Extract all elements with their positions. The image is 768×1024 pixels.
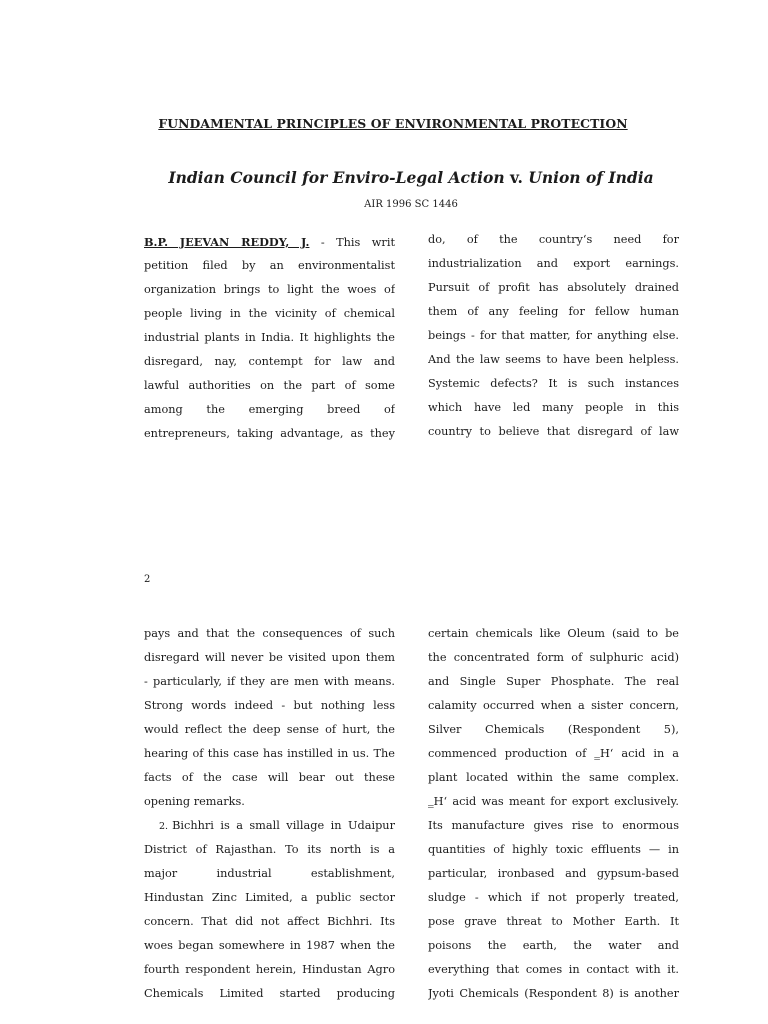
text-line: country to believe that disregard of law — [428, 425, 679, 438]
text-line: petition filed by an environmentalist — [144, 259, 395, 272]
text-line: beings - for that matter, for anything else. — [428, 329, 679, 342]
judge-name: B.P. JEEVAN REDDY, J. — [144, 235, 310, 249]
page-number: 2 — [144, 574, 151, 585]
text-line: among the emerging breed of — [144, 403, 395, 416]
text-line: District of Rajasthan. To its north is a — [144, 843, 395, 856]
text-line: them of any feeling for fellow human — [428, 305, 679, 318]
text-line: Jyoti Chemicals (Respondent 8) is another — [428, 987, 679, 1000]
page2-left-column — [144, 622, 395, 1006]
case-versus: v. — [510, 168, 523, 187]
text-line: Pursuit of profit has absolutely drained — [428, 281, 679, 294]
text-line: poisons the earth, the water and — [428, 939, 679, 952]
case-party-respondent: Union of India — [528, 168, 654, 187]
text-line: Its manufacture gives rise to enormous — [428, 819, 679, 832]
text-line: facts of the case will bear out these — [144, 771, 395, 784]
text-line: organization brings to light the woes of — [144, 283, 395, 296]
text-line: Silver Chemicals (Respondent 5), — [428, 723, 679, 736]
text-line: plant located within the same complex. — [428, 771, 679, 784]
text-line: particular, ironbased and gypsum-based — [428, 867, 679, 880]
text-line: Strong words indeed - but nothing less — [144, 699, 395, 712]
page1-left-column — [144, 230, 395, 446]
text-line: would reflect the deep sense of hurt, the — [144, 723, 395, 736]
text-line: people living in the vicinity of chemical — [144, 307, 395, 320]
text-line: hearing of this case has instilled in us. The — [144, 747, 395, 760]
text-line-fragment: - This writ — [309, 236, 395, 249]
text-line: commenced production of ‗H‘ acid in a — [428, 747, 679, 760]
text-line: Hindustan Zinc Limited, a public sector — [144, 891, 395, 904]
text-line: lawful authorities on the part of some — [144, 379, 395, 392]
text-line: Chemicals Limited started producing — [144, 987, 395, 1000]
text-line-fragment: Bichhri is a small village in Udaipur — [172, 819, 395, 832]
text-line: pays and that the consequences of such — [144, 627, 395, 640]
text-line: ‗H‘ acid was meant for export exclusively. — [428, 795, 679, 808]
text-line: - particularly, if they are men with means. — [144, 675, 395, 688]
page-heading: FUNDAMENTAL PRINCIPLES OF ENVIRONMENTAL PROTECTION — [158, 116, 628, 131]
text-line: do, of the country‘s need for — [428, 233, 679, 246]
text-line — [144, 814, 395, 838]
text-line: calamity occurred when a sister concern, — [428, 699, 679, 712]
text-line: which have led many people in this — [428, 401, 679, 414]
text-line — [144, 230, 395, 254]
text-line: concern. That did not affect Bichhri. Its — [144, 915, 395, 928]
text-line: major industrial establishment, — [144, 867, 395, 880]
paragraph-number: 2. — [159, 821, 169, 832]
text-line: the concentrated form of sulphuric acid) — [428, 651, 679, 664]
text-line: woes began somewhere in 1987 when the — [144, 939, 395, 952]
page1-right-column — [428, 228, 679, 444]
text-line: pose grave threat to Mother Earth. It — [428, 915, 679, 928]
text-line: disregard, nay, contempt for law and — [144, 355, 395, 368]
text-line: everything that comes in contact with it. — [428, 963, 679, 976]
text-line: fourth respondent herein, Hindustan Agro — [144, 963, 395, 976]
text-line: industrialization and export earnings. — [428, 257, 679, 270]
text-line: opening remarks. — [144, 795, 245, 808]
case-citation: AIR 1996 SC 1446 — [364, 199, 458, 210]
page2-right-column — [428, 622, 679, 1006]
text-line: disregard will never be visited upon them — [144, 651, 395, 664]
text-line: Systemic defects? It is such instances — [428, 377, 679, 390]
text-line: And the law seems to have been helpless. — [428, 353, 679, 366]
text-line: and Single Super Phosphate. The real — [428, 675, 679, 688]
text-line: industrial plants in India. It highlights the — [144, 331, 395, 344]
case-party-petitioner: Indian Council for Enviro-Legal Action — [168, 168, 505, 187]
text-line: sludge - which if not properly treated, — [428, 891, 679, 904]
case-title — [0, 168, 768, 187]
text-line: entrepreneurs, taking advantage, as they — [144, 427, 395, 440]
text-line: certain chemicals like Oleum (said to be — [428, 627, 679, 640]
text-line: quantities of highly toxic effluents — in — [428, 843, 679, 856]
